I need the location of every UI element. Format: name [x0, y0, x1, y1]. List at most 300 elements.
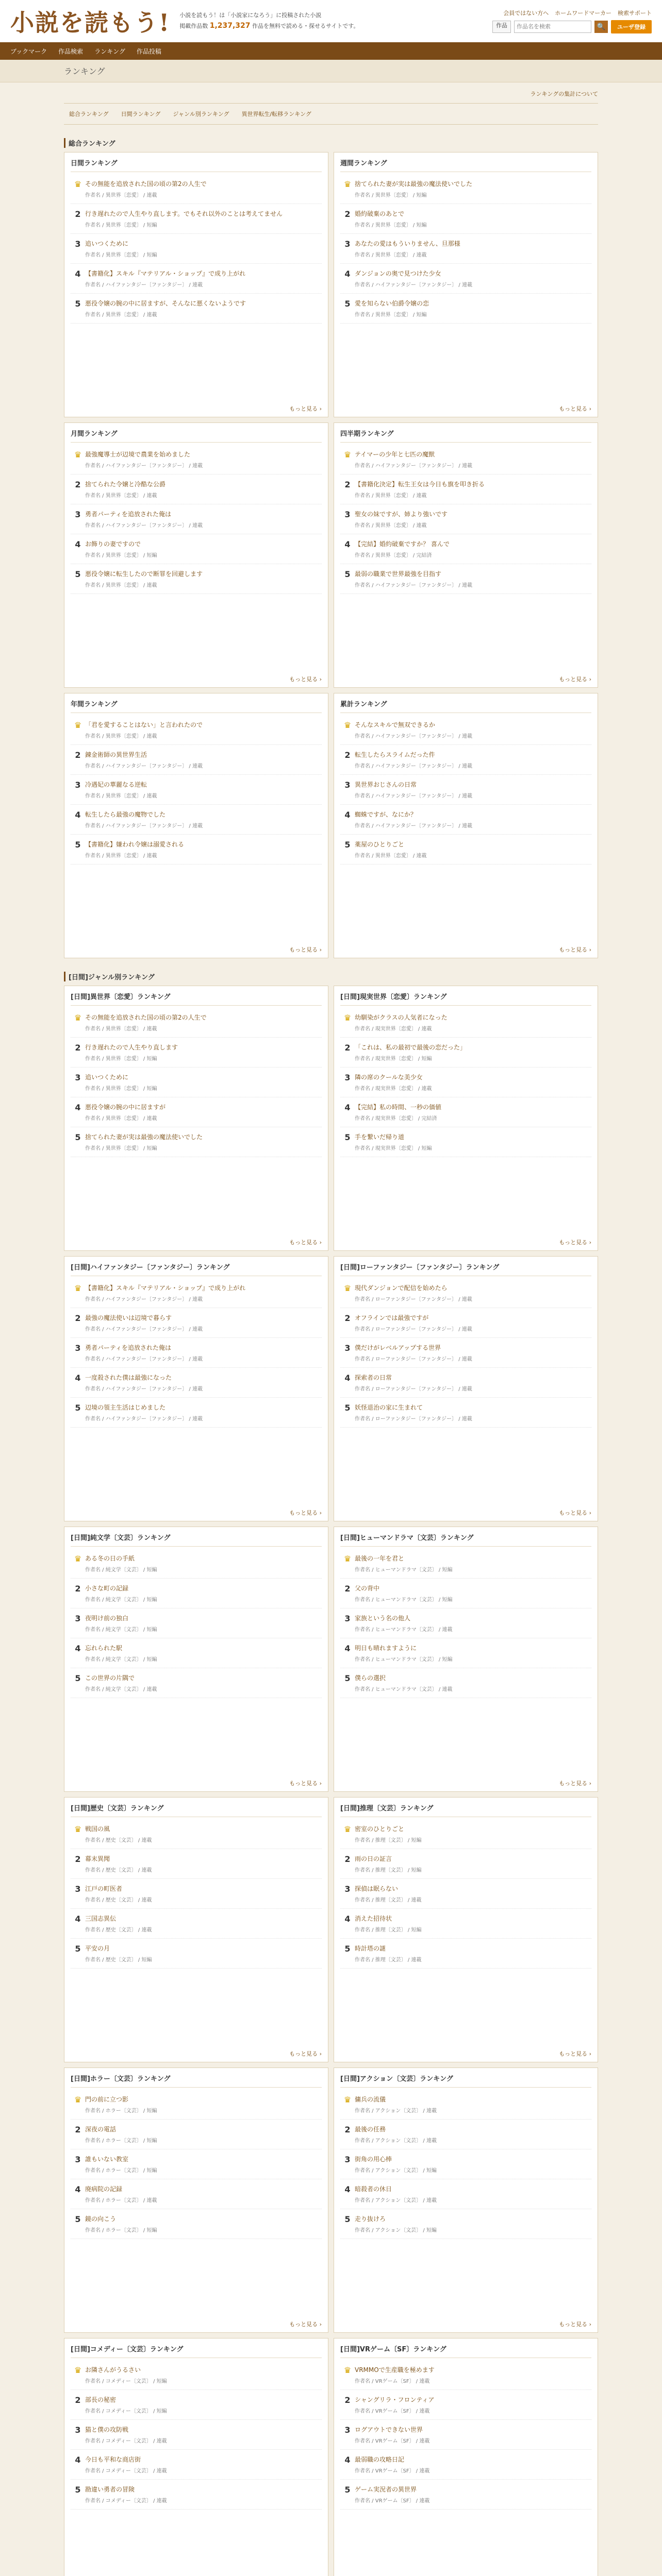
work-title-link[interactable]: 部長の秘密 [85, 2396, 117, 2403]
work-meta: 作者名 / 異世界〔恋愛〕 / 短編 [355, 312, 427, 318]
work-title-link[interactable]: 捨てられた妻が実は最強の魔法使いでした [355, 180, 473, 188]
work-title-link[interactable]: 隣の席のクールな美少女 [355, 1074, 423, 1081]
work-title-link[interactable]: この世界の片隅で [85, 1674, 135, 1682]
rank-item [340, 1008, 591, 1038]
more-link[interactable]: もっと見る › [559, 1239, 591, 1246]
work-meta: 作者名 / 歴史〔文芸〕 / 連載 [85, 1868, 152, 1873]
rank-item [340, 1819, 591, 1849]
work-title-link[interactable]: 【完結】婚約破棄ですか？ 喜んで [355, 540, 450, 548]
rank-item [71, 835, 322, 865]
rank-item [340, 1368, 591, 1398]
rank-number: 3 [344, 1614, 351, 1623]
rank-list [71, 1008, 322, 1235]
work-meta: 作者名 / ホラー〔文芸〕 / 短編 [85, 2228, 157, 2233]
rank-item [71, 2390, 322, 2420]
top-link[interactable]: ホームワードマーカー [555, 10, 611, 16]
more-link[interactable]: もっと見る › [559, 1780, 591, 1787]
rank-body [85, 750, 322, 769]
rank-item [71, 1038, 322, 1067]
work-title-link[interactable]: 捨てられた妻が実は最強の魔法使いでした [85, 1133, 203, 1141]
work-title-link[interactable]: 手を繋いだ帰り道 [355, 1133, 405, 1141]
work-title-link[interactable]: 僕らの選択 [355, 1674, 386, 1682]
crown-icon: ♛ [74, 1283, 82, 1293]
work-meta: 作者名 / 異世界〔恋愛〕 / 連載 [85, 853, 157, 859]
more-link[interactable]: もっと見る › [559, 405, 591, 412]
work-meta: 作者名 / 歴史〔文芸〕 / 短編 [85, 1957, 152, 1963]
rank-list [340, 1008, 591, 1235]
search-bar [492, 20, 652, 33]
work-title-link[interactable]: 【書籍化】スキル『マテリアル・ショップ』で成り上がれ [85, 270, 246, 277]
work-meta: 作者名 / 異世界〔恋愛〕 / 連載 [85, 312, 157, 318]
rank-item [340, 745, 591, 775]
work-title-link[interactable]: 悪役令嬢の腕の中に居ますが [85, 1104, 166, 1111]
crown-icon: ♛ [343, 1554, 352, 1564]
rank-number: 2 [344, 1584, 351, 1594]
rank-item [340, 1097, 591, 1127]
work-title-link[interactable]: 走り抜けろ [355, 2215, 386, 2223]
search-input[interactable] [514, 21, 591, 33]
work-title-link[interactable]: ゲーム実況者の異世界 [355, 2486, 417, 2493]
rank-body [355, 780, 591, 799]
work-meta: 作者名 / ホラー〔文芸〕 / 短編 [85, 2168, 157, 2174]
rank-body [355, 1673, 591, 1692]
work-title-link[interactable]: 捨てられた令嬢と冷酷な公爵 [85, 481, 166, 488]
page-title: ランキング [64, 66, 105, 76]
rank-item [71, 564, 322, 594]
work-meta: 作者名 / ローファンタジー〔ファンタジー〕 / 連載 [355, 1416, 472, 1422]
rank-body [355, 299, 591, 318]
work-title-link[interactable]: 勇者パーティを追放された俺は [85, 1344, 172, 1351]
work-meta: 作者名 / ハイファンタジー〔ファンタジー〕 / 連載 [355, 734, 472, 739]
work-title-link[interactable]: 傭兵の流儀 [355, 2096, 386, 2103]
work-title-link[interactable]: 今日も平和な商店街 [85, 2456, 141, 2463]
rank-number: 3 [75, 780, 81, 790]
rank-body [85, 780, 322, 799]
rank-body [85, 1132, 322, 1151]
more-link[interactable]: もっと見る › [289, 676, 322, 683]
rank-item [71, 1097, 322, 1127]
more-link[interactable]: もっと見る › [289, 405, 322, 412]
rank-body [85, 1013, 322, 1032]
work-title-link[interactable]: 悪役令嬢の腕の中に居ますが、そんなに悪くないようです [85, 300, 246, 307]
rank-body [355, 1283, 591, 1302]
work-title-link[interactable]: オフラインでは最強ですが [355, 1314, 429, 1321]
rank-body [85, 1673, 322, 1692]
work-meta: 作者名 / 異世界〔恋愛〕 / 短編 [355, 223, 427, 228]
rank-item [71, 1308, 322, 1338]
rank-item [71, 1549, 322, 1579]
rank-list [71, 1549, 322, 1776]
work-title-link[interactable]: 異世界おじさんの日常 [355, 781, 417, 788]
ranking-card-title: 日間ランキング [71, 158, 322, 172]
work-title-link[interactable]: ダンジョンの奥で見つけた少女 [355, 270, 441, 277]
rank-body [85, 269, 322, 288]
rank-item [340, 1939, 591, 1969]
rank-number: 4 [75, 810, 81, 820]
work-title-link[interactable]: 誰もいない教室 [85, 2156, 129, 2163]
crown-icon: ♛ [343, 2095, 352, 2105]
work-meta: 作者名 / 異世界〔恋愛〕 / 完結済 [355, 553, 432, 558]
ranking-card [64, 152, 328, 417]
site-logo[interactable]: 小説を読もう! [10, 9, 171, 37]
rank-item [340, 2090, 591, 2120]
rank-number: 4 [75, 1103, 81, 1112]
work-meta: 作者名 / ハイファンタジー〔ファンタジー〕 / 連載 [85, 1386, 203, 1392]
rank-item [71, 775, 322, 805]
rank-item [340, 204, 591, 234]
rank-body [355, 1343, 591, 1362]
work-title-link[interactable]: 最強魔導士が辺境で農業を始めました [85, 451, 191, 458]
rank-body [85, 569, 322, 588]
rank-item [71, 264, 322, 294]
work-title-link[interactable]: ログアウトできない世界 [355, 2426, 423, 2433]
work-meta: 作者名 / アクション〔文芸〕 / 短編 [355, 2228, 437, 2233]
work-meta: 作者名 / 異世界〔恋愛〕 / 短編 [85, 223, 157, 228]
work-title-link[interactable]: お飾りの妻ですので [85, 540, 141, 548]
work-title-link[interactable]: 現代ダンジョンで配信を始めたら [355, 1284, 448, 1292]
work-title-link[interactable]: そんなスキルで無双できるか [355, 721, 435, 728]
rank-item [340, 775, 591, 805]
about-ranking-link-text[interactable]: ランキングの集計について [530, 91, 598, 97]
rank-body [355, 840, 591, 859]
work-title-link[interactable]: 密室のひとりごと [355, 1825, 405, 1833]
work-title-link[interactable]: 時計塔の謎 [355, 1945, 386, 1952]
work-meta: 作者名 / ローファンタジー〔ファンタジー〕 / 連載 [355, 1327, 472, 1332]
search-icon[interactable]: 🔍 [594, 21, 608, 33]
rank-body [355, 1854, 591, 1873]
rank-body [85, 2214, 322, 2233]
rank-number: 2 [344, 1313, 351, 1323]
rank-number: 3 [75, 2155, 81, 2164]
crown-icon: ♛ [343, 1283, 352, 1293]
work-title-link[interactable]: 「これは、私の最初で最後の恋だった」 [355, 1044, 467, 1051]
work-title-link[interactable]: 最後の任務 [355, 2126, 386, 2133]
work-title-link[interactable]: 父の背中 [355, 1585, 380, 1592]
nav-search[interactable]: 作品検索 [58, 47, 84, 55]
rank-item [71, 2450, 322, 2480]
work-title-link[interactable]: 三国志異伝 [85, 1915, 117, 1922]
work-meta: 作者名 / ハイファンタジー〔ファンタジー〕 / 連載 [85, 523, 203, 529]
more-link[interactable]: もっと見る › [559, 1510, 591, 1516]
subnav-item[interactable]: ジャンル別ランキング [173, 111, 229, 117]
work-meta: 作者名 / ホラー〔文芸〕 / 連載 [85, 2198, 157, 2204]
header-right [492, 9, 652, 33]
rank-list [340, 174, 591, 401]
page-header [0, 60, 662, 82]
rank-body [85, 2485, 322, 2504]
work-title-link[interactable]: 戦国の風 [85, 1825, 110, 1833]
rank-body [85, 2125, 322, 2144]
rank-item [340, 1909, 591, 1939]
rank-body [355, 450, 591, 469]
work-title-link[interactable]: 消えた招待状 [355, 1915, 392, 1922]
rank-body [355, 1914, 591, 1933]
more-link[interactable]: もっと見る › [559, 946, 591, 953]
rank-body [85, 2095, 322, 2114]
rank-item [71, 2120, 322, 2149]
crown-icon: ♛ [74, 1013, 82, 1023]
header [0, 0, 662, 42]
rank-body [85, 1914, 322, 1933]
rank-item [71, 1398, 322, 1428]
rank-body [85, 1043, 322, 1062]
work-title-link[interactable]: テイマーの少年と七匹の魔獣 [355, 451, 435, 458]
count-prefix: 掲載作品数 [179, 22, 210, 29]
work-title-link[interactable]: 行き遅れたので人生やり直します [85, 1044, 178, 1051]
work-meta: 作者名 / ハイファンタジー〔ファンタジー〕 / 連載 [85, 1297, 203, 1302]
work-title-link[interactable]: 探偵は眠らない [355, 1885, 399, 1892]
rank-body [355, 1403, 591, 1422]
work-title-link[interactable]: シャングリラ・フロンティア [355, 2396, 435, 2403]
work-meta: 作者名 / コメディー〔文芸〕 / 短編 [85, 2379, 167, 2384]
work-meta: 作者名 / 現実世界〔恋愛〕 / 短編 [355, 1056, 432, 1062]
rank-item [340, 715, 591, 745]
work-meta: 作者名 / ハイファンタジー〔ファンタジー〕 / 連載 [85, 282, 203, 288]
rank-body [355, 2155, 591, 2174]
work-title-link[interactable]: 最弱職の攻略日記 [355, 2456, 405, 2463]
rank-item [340, 1127, 591, 1157]
rank-number: 4 [344, 1914, 351, 1924]
work-title-link[interactable]: 家族という名の他人 [355, 1615, 411, 1622]
rank-list [71, 174, 322, 401]
work-title-link[interactable]: 悪役令嬢に転生したので断罪を回避します [85, 570, 203, 578]
work-title-link[interactable]: ある冬の日の手紙 [85, 1555, 135, 1562]
more-link[interactable]: もっと見る › [559, 676, 591, 683]
work-title-link[interactable]: 錬金術師の異世界生活 [85, 751, 147, 758]
top-links [503, 9, 652, 17]
work-title-link[interactable]: 雨の日の証言 [355, 1855, 392, 1862]
work-meta: 作者名 / VRゲーム〔SF〕 / 連載 [355, 2438, 430, 2444]
rank-number: 5 [344, 2214, 351, 2224]
work-title-link[interactable]: 幕末異聞 [85, 1855, 110, 1862]
rank-item [71, 1008, 322, 1038]
work-title-link[interactable]: 廃病院の記録 [85, 2185, 123, 2193]
work-title-link[interactable]: 愛を知らない伯爵令嬢の恋 [355, 300, 429, 307]
rank-item [71, 2090, 322, 2120]
work-title-link[interactable]: 転生したら最強の魔物でした [85, 811, 166, 818]
more-link[interactable]: もっと見る › [559, 2321, 591, 2328]
work-title-link[interactable]: 追いつくために [85, 240, 129, 247]
rank-number: 4 [344, 1103, 351, 1112]
ranking-card-title: 週間ランキング [340, 158, 591, 172]
rank-number: 4 [344, 2184, 351, 2194]
work-title-link[interactable]: 暗殺者の休日 [355, 2185, 392, 2193]
work-title-link[interactable]: 街角の用心棒 [355, 2156, 392, 2163]
rank-item [340, 564, 591, 594]
work-title-link[interactable]: 冷遇妃の華麗なる逆転 [85, 781, 147, 788]
crown-icon: ♛ [343, 1824, 352, 1834]
work-meta: 作者名 / 推理〔文芸〕 / 連載 [355, 1957, 422, 1963]
ranking-subnav [64, 103, 598, 125]
ranking-sections [64, 138, 598, 2576]
rank-number: 3 [75, 510, 81, 519]
work-title-link[interactable]: あなたの愛はもういりません、旦那様 [355, 240, 460, 247]
work-title-link[interactable]: 一度殺された僕は最強になった [85, 1374, 172, 1381]
rank-number: 5 [344, 2485, 351, 2495]
work-title-link[interactable]: 【書籍化】嫌われ令嬢は溺愛される [85, 841, 185, 848]
rank-number: 2 [75, 209, 81, 219]
rank-item [340, 2420, 591, 2450]
work-title-link[interactable]: 幼馴染がクラスの人気者になった [355, 1014, 448, 1021]
work-title-link[interactable]: 忘れられた駅 [85, 1645, 123, 1652]
work-title-link[interactable]: 小さな町の記録 [85, 1585, 129, 1592]
work-title-link[interactable]: 門の前に立つ影 [85, 2096, 129, 2103]
work-meta: 作者名 / 異世界〔恋愛〕 / 連載 [85, 493, 157, 499]
work-title-link[interactable]: 深夜の電話 [85, 2126, 117, 2133]
ranking-card-title: [日間]アクション〔文芸〕ランキング [340, 2073, 591, 2088]
work-title-link[interactable]: 追いつくために [85, 1074, 129, 1081]
work-meta: 作者名 / ハイファンタジー〔ファンタジー〕 / 連載 [355, 463, 472, 469]
work-title-link[interactable]: 行き遅れたので人生やり直します。でもそれ以外のことは考えてません [85, 210, 283, 217]
work-title-link[interactable]: 「君を愛することはない」と言われたので [85, 721, 203, 728]
rank-number: 4 [344, 269, 351, 279]
more-link[interactable]: もっと見る › [289, 1510, 322, 1516]
crown-icon: ♛ [74, 1824, 82, 1834]
rank-number: 5 [344, 1403, 351, 1413]
work-title-link[interactable]: VRMMOで生産職を極めます [355, 2366, 435, 2374]
rank-number: 3 [344, 1343, 351, 1353]
more-link[interactable]: もっと見る › [289, 946, 322, 953]
work-meta: 作者名 / 歴史〔文芸〕 / 連載 [85, 1897, 152, 1903]
rank-body [355, 1373, 591, 1392]
work-title-link[interactable]: 聖女の妹ですが、姉より強いです [355, 511, 448, 518]
work-title-link[interactable]: 勇者パーティを追放された俺は [85, 511, 172, 518]
top-link[interactable]: 検索サポート [618, 10, 652, 16]
work-meta: 作者名 / 異世界〔恋愛〕 / 連載 [85, 193, 157, 198]
rank-body [355, 2365, 591, 2384]
work-meta: 作者名 / アクション〔文芸〕 / 連載 [355, 2108, 437, 2114]
rank-item [340, 1579, 591, 1608]
rank-number: 4 [344, 539, 351, 549]
rank-item [340, 1278, 591, 1308]
work-title-link[interactable]: 平安の月 [85, 1945, 110, 1952]
rank-number: 4 [344, 810, 351, 820]
rank-body [355, 480, 591, 499]
ranking-card [64, 1797, 328, 2062]
work-title-link[interactable]: 勘違い勇者の冒険 [85, 2486, 135, 2493]
work-title-link[interactable]: その無能を追放された国の頃の第2の人生で [85, 1014, 207, 1021]
rank-body [355, 2125, 591, 2144]
work-title-link[interactable]: 最強の魔法使いは辺境で暮らす [85, 1314, 172, 1321]
rank-number: 2 [75, 750, 81, 760]
work-meta: 作者名 / ヒューマンドラマ〔文芸〕 / 連載 [355, 1687, 453, 1692]
rank-item [71, 805, 322, 835]
count-suffix: 作品を無料で読める・探せるサイトです。 [250, 22, 359, 29]
ranking-card-title: [日間]異世界〔恋愛〕ランキング [71, 991, 322, 1006]
work-meta: 作者名 / アクション〔文芸〕 / 連載 [355, 2138, 437, 2144]
work-meta: 作者名 / ヒューマンドラマ〔文芸〕 / 連載 [355, 1627, 453, 1633]
work-count: 1,237,327 [209, 21, 251, 30]
work-meta: 作者名 / ローファンタジー〔ファンタジー〕 / 連載 [355, 1297, 472, 1302]
rank-item [340, 2149, 591, 2179]
rank-item [71, 1909, 322, 1939]
more-link[interactable]: もっと見る › [289, 1780, 322, 1787]
rank-body [85, 1854, 322, 1873]
ranking-card-title: 年間ランキング [71, 699, 322, 713]
work-title-link[interactable]: 江戸の町医者 [85, 1885, 123, 1892]
register-button[interactable]: ユーザ登録 [611, 20, 652, 33]
rank-number: 4 [75, 1643, 81, 1653]
work-title-link[interactable]: 明日も晴れますように [355, 1645, 417, 1652]
work-title-link[interactable]: 蜘蛛ですが、なにか？ [355, 811, 417, 818]
ranking-card [334, 986, 598, 1251]
work-title-link[interactable]: 婚約破棄のあとで [355, 210, 405, 217]
work-title-link[interactable]: 薬屋のひとりごと [355, 841, 405, 848]
rank-body [85, 1643, 322, 1663]
work-title-link[interactable]: 探索者の日常 [355, 1374, 392, 1381]
nav-post[interactable]: 作品投稿 [136, 47, 161, 55]
rank-number: 5 [75, 1132, 81, 1142]
subnav-item[interactable]: 日間ランキング [121, 111, 161, 117]
work-meta: 作者名 / 純文学〔文芸〕 / 短編 [85, 1567, 157, 1573]
nav-bookmark[interactable]: ブックマーク [10, 47, 47, 55]
work-title-link[interactable]: 鏡の向こう [85, 2215, 117, 2223]
rank-item [71, 1338, 322, 1368]
crown-icon: ♛ [74, 720, 82, 730]
work-title-link[interactable]: 転生したらスライムだった件 [355, 751, 435, 758]
more-link[interactable]: もっと見る › [289, 1239, 322, 1246]
rank-item [71, 174, 322, 204]
work-title-link[interactable]: お隣さんがうるさい [85, 2366, 141, 2374]
ranking-card [334, 2338, 598, 2576]
rank-body [85, 1103, 322, 1122]
main-content [0, 90, 662, 2576]
work-title-link[interactable]: 【書籍化決定】転生王女は今日も旗を叩き折る [355, 481, 485, 488]
rank-number: 5 [344, 1673, 351, 1683]
nav-ranking[interactable]: ランキング [94, 47, 125, 55]
more-link[interactable]: もっと見る › [289, 2050, 322, 2057]
work-title-link[interactable]: 最後の一年を君と [355, 1555, 405, 1562]
top-link[interactable]: 会員ではない方へ [503, 10, 549, 16]
work-title-link[interactable]: 妖怪退治の家に生まれて [355, 1404, 423, 1411]
rank-body [85, 2155, 322, 2174]
rank-number: 3 [344, 1884, 351, 1894]
rank-number: 2 [75, 1854, 81, 1864]
more-link[interactable]: もっと見る › [559, 2050, 591, 2057]
ranking-card-title: [日間]ヒューマンドラマ〔文芸〕ランキング [340, 1532, 591, 1547]
ranking-card [334, 693, 598, 958]
work-title-link[interactable]: その無能を追放された国の頃の第2の人生で [85, 180, 207, 188]
more-link[interactable]: もっと見る › [289, 2321, 322, 2328]
work-title-link[interactable]: 最弱の職業で世界最強を目指す [355, 570, 442, 578]
rank-body [85, 810, 322, 829]
rank-item [71, 2480, 322, 2510]
subnav-item[interactable]: 総合ランキング [69, 111, 109, 117]
rank-item [340, 1879, 591, 1909]
work-title-link[interactable]: 【完結】私の時間、一秒の価値 [355, 1104, 442, 1111]
rank-item [71, 745, 322, 775]
search-type-select[interactable]: 作品 [492, 21, 511, 33]
rank-list [340, 715, 591, 942]
work-meta: 作者名 / ハイファンタジー〔ファンタジー〕 / 連載 [85, 1357, 203, 1362]
ranking-card [334, 2067, 598, 2333]
work-title-link[interactable]: 夜明け前の独白 [85, 1615, 129, 1622]
rank-number: 5 [75, 1403, 81, 1413]
work-meta: 作者名 / 純文学〔文芸〕 / 連載 [85, 1687, 157, 1692]
work-meta: 作者名 / コメディー〔文芸〕 / 短編 [85, 2409, 167, 2414]
rank-body [85, 1614, 322, 1633]
work-title-link[interactable]: 【書籍化】スキル『マテリアル・ショップ』で成り上がれ [85, 1284, 246, 1292]
rank-number: 2 [75, 1584, 81, 1594]
work-title-link[interactable]: 僕だけがレベルアップする世界 [355, 1344, 441, 1351]
work-title-link[interactable]: 猫と僕の攻防戦 [85, 2426, 129, 2433]
rank-item [71, 1638, 322, 1668]
work-meta: 作者名 / ハイファンタジー〔ファンタジー〕 / 連載 [85, 1327, 203, 1332]
work-meta: 作者名 / 推理〔文芸〕 / 短編 [355, 1868, 422, 1873]
work-title-link[interactable]: 辺境の領主生活はじめました [85, 1404, 166, 1411]
rank-number: 3 [344, 510, 351, 519]
subnav-item[interactable]: 異世界転生/転移ランキング [241, 111, 311, 117]
